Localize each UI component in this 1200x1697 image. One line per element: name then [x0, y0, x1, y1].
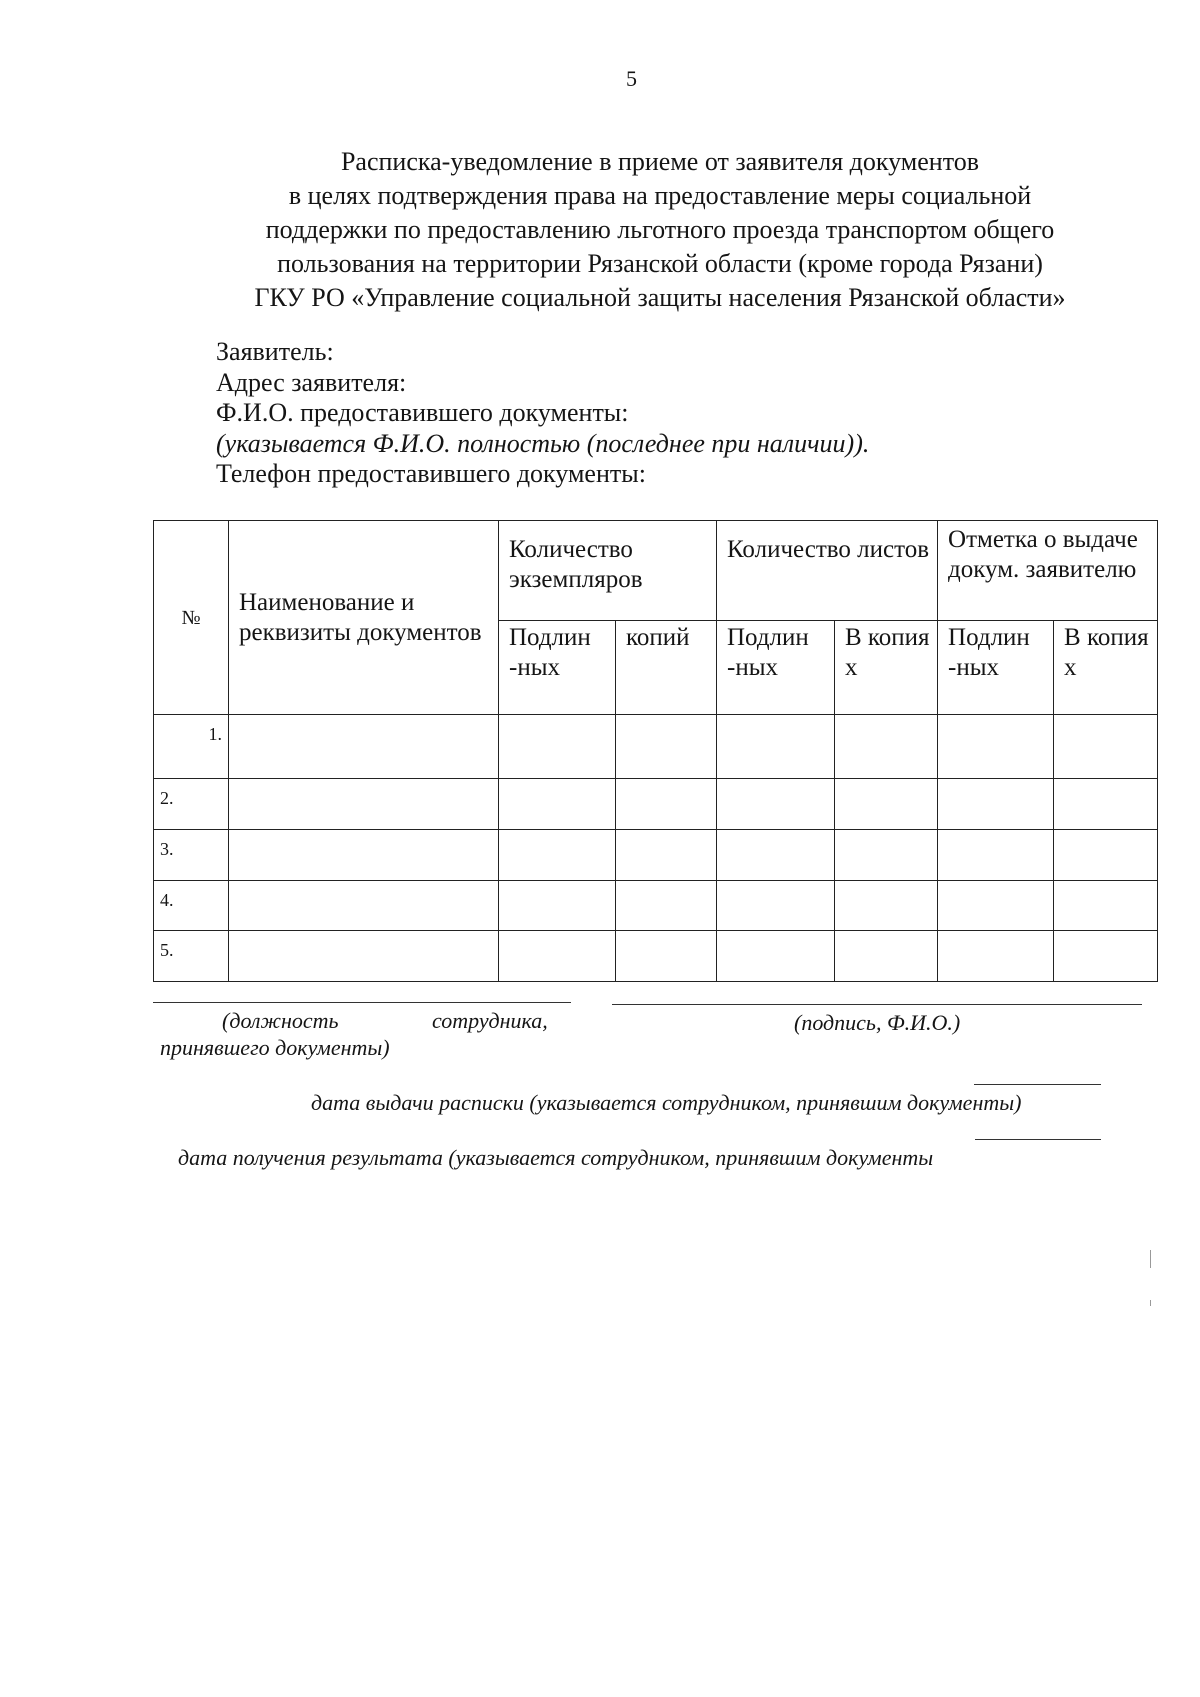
- table-cell: [1054, 881, 1158, 931]
- result-date-line: [975, 1139, 1101, 1140]
- copies-count-header: Количество экземпляров: [499, 521, 717, 621]
- row-number: 2.: [154, 779, 229, 830]
- position-caption: (должность: [222, 1008, 339, 1033]
- row-number: 3.: [154, 830, 229, 881]
- submitter-phone-label: Телефон предоставившего документы:: [216, 459, 646, 488]
- table-cell: [616, 881, 717, 931]
- receipt-date-caption: дата выдачи расписки (указывается сотрудником, принявшим документы): [311, 1090, 1022, 1115]
- row-number: 4.: [154, 881, 229, 931]
- title-line: поддержки по предоставлению льготного проезда транспортом общего: [265, 215, 1055, 244]
- table-cell: [229, 881, 499, 931]
- table-cell: [499, 881, 616, 931]
- table-row: [154, 779, 1158, 830]
- applicant-address-label: Адрес заявителя:: [216, 367, 407, 397]
- table-row: [154, 830, 1158, 881]
- table-cell: [938, 931, 1054, 982]
- document-name-column-header: Наименование и реквизиты документов: [229, 521, 499, 715]
- applicant-fields: [216, 337, 869, 490]
- table-row: [154, 881, 1158, 931]
- table-cell: [717, 931, 835, 982]
- row-number: 5.: [154, 931, 229, 982]
- submitter-name-hint: (указывается Ф.И.О. полностью (последнее при наличии)).: [216, 428, 870, 458]
- table-cell: [616, 931, 717, 982]
- table-cell: [229, 830, 499, 881]
- table-cell: [717, 779, 835, 830]
- table-cell: [717, 881, 835, 931]
- title-line: ГКУ РО «Управление социальной защиты населения Рязанской области»: [254, 283, 1066, 312]
- table-cell: [835, 830, 938, 881]
- sheets-copies-subheader: В копия х: [835, 621, 938, 715]
- table-cell: [1054, 779, 1158, 830]
- position-caption-continued: сотрудника,: [432, 1008, 548, 1033]
- table-cell: [1054, 830, 1158, 881]
- sheets-count-header: Количество листов: [717, 521, 938, 621]
- table-cell: [835, 881, 938, 931]
- table-cell: [938, 715, 1054, 779]
- table-cell: [616, 779, 717, 830]
- scan-mark: [1150, 1300, 1151, 1306]
- documents-table: [153, 520, 1158, 982]
- table-cell: [229, 715, 499, 779]
- table-cell: [835, 715, 938, 779]
- table-cell: [499, 931, 616, 982]
- receipt-date-line: [974, 1084, 1101, 1085]
- row-number: 1.: [154, 715, 229, 779]
- signature-caption: (подпись, Ф.И.О.): [794, 1010, 961, 1035]
- scan-mark: [1150, 1250, 1151, 1268]
- applicant-label: Заявитель:: [216, 337, 334, 366]
- signature-line: [612, 1004, 1142, 1005]
- table-cell: [229, 779, 499, 830]
- table-cell: [616, 830, 717, 881]
- copies-subheader: копий: [616, 621, 717, 715]
- table-cell: [616, 715, 717, 779]
- issue-copies-subheader: В копия х: [1054, 621, 1158, 715]
- title-line: пользования на территории Рязанской области (кроме города Рязани): [277, 249, 1043, 278]
- table-cell: [938, 881, 1054, 931]
- table-cell: [717, 830, 835, 881]
- number-column-header: №: [154, 521, 229, 715]
- issue-originals-subheader: Подлин -ных: [938, 621, 1054, 715]
- result-date-caption: дата получения результата (указывается сотрудником, принявшим документы: [178, 1145, 934, 1170]
- table-cell: [835, 931, 938, 982]
- table-cell: [835, 779, 938, 830]
- position-caption-line2: принявшего документы): [160, 1035, 390, 1060]
- originals-subheader: Подлин -ных: [499, 621, 616, 715]
- title-line: Расписка-уведомление в приеме от заявителя документов: [340, 147, 980, 176]
- table-row: [154, 931, 1158, 982]
- page-number: 5: [626, 66, 637, 91]
- table-row: [154, 715, 1158, 779]
- document-title: [150, 145, 1170, 315]
- table-cell: [1054, 715, 1158, 779]
- issue-mark-header: Отметка о выдаче докум. заявителю: [938, 521, 1158, 621]
- position-signature-line: [153, 1002, 571, 1003]
- submitter-name-label: Ф.И.О. предоставившего документы:: [216, 398, 629, 427]
- title-line: в целях подтверждения права на предоставление меры социальной: [288, 181, 1032, 210]
- table-cell: [229, 931, 499, 982]
- sheets-originals-subheader: Подлин -ных: [717, 621, 835, 715]
- table-cell: [1054, 931, 1158, 982]
- table-cell: [499, 779, 616, 830]
- table-cell: [938, 779, 1054, 830]
- table-cell: [717, 715, 835, 779]
- table-cell: [499, 830, 616, 881]
- table-cell: [499, 715, 616, 779]
- table-cell: [938, 830, 1054, 881]
